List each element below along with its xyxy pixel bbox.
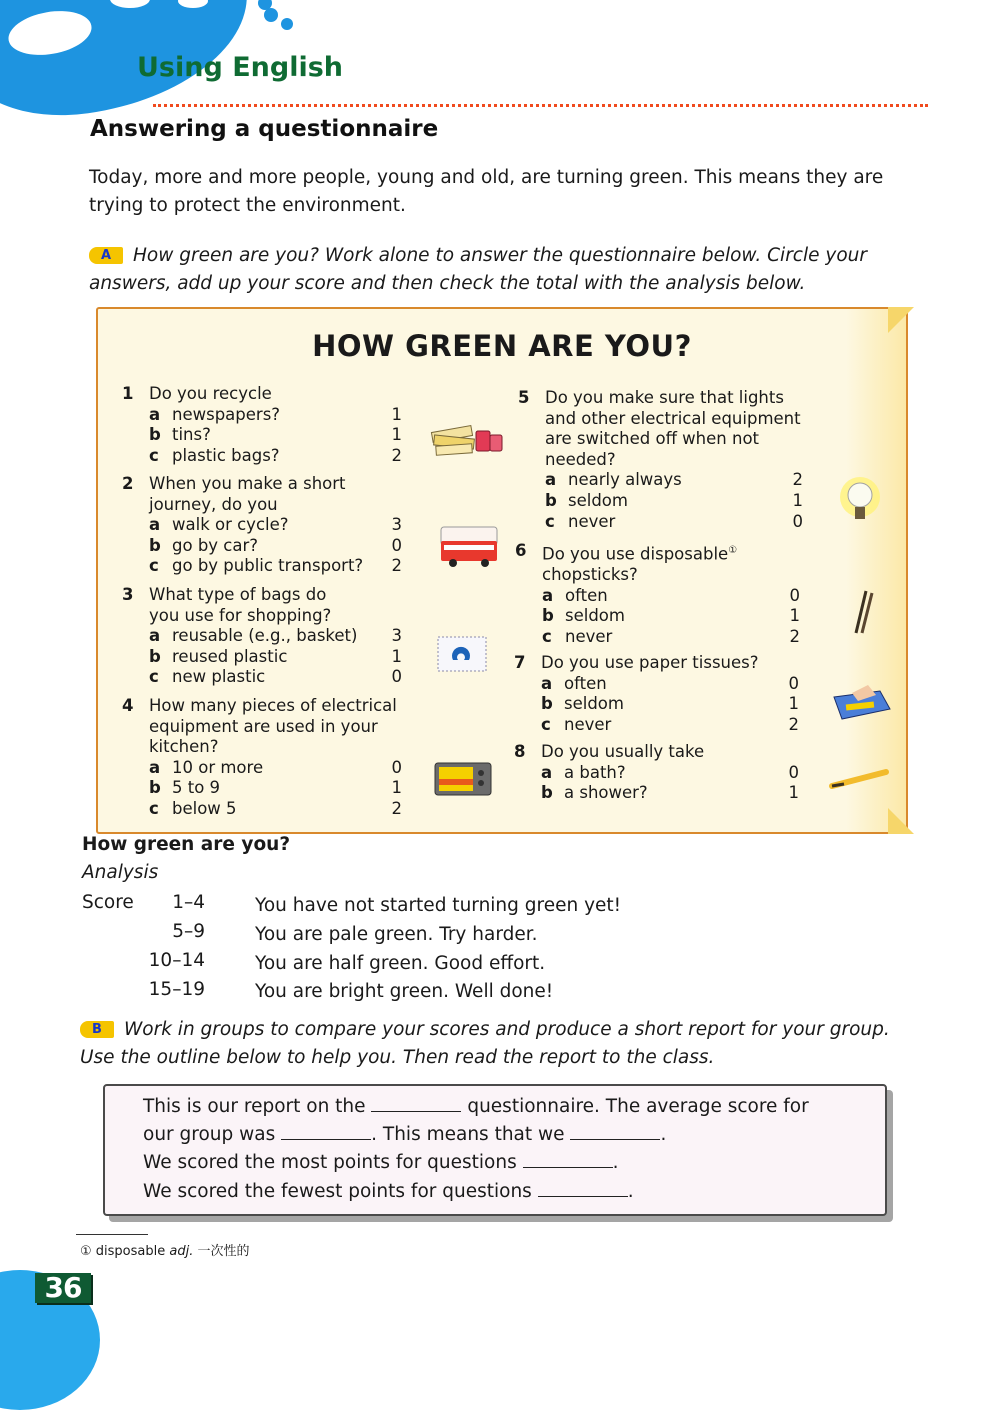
questionnaire-title: HOW GREEN ARE YOU?: [312, 329, 692, 363]
score-verdict: You are bright green. Well done!: [255, 981, 554, 1002]
answer-option[interactable]: b reused plastic 1: [149, 646, 402, 666]
answer-option[interactable]: c plastic bags? 2: [149, 445, 402, 465]
answer-option[interactable]: c never 0: [545, 511, 803, 531]
page-subheading: Answering a questionnaire: [90, 116, 439, 142]
blank-field[interactable]: [538, 1182, 628, 1197]
blank-field[interactable]: [523, 1153, 613, 1168]
answer-option[interactable]: b seldom 1: [542, 606, 800, 626]
report-outline-box: This is our report on the questionnaire. The average score for our group was . This means that we . We scored the most points for questions . We scored the fewest points for questions .: [103, 1084, 887, 1216]
answer-option[interactable]: a a bath? 0: [541, 762, 799, 782]
score-verdict: You are half green. Good effort.: [255, 953, 546, 974]
analysis-subheading: Analysis: [82, 862, 159, 883]
question-4: 4 How many pieces of electrical equipment are used in your kitchen? a 10 or more 0 b 5 to 9 1 c below 5 2: [122, 696, 422, 820]
answer-option[interactable]: c below 5 2: [149, 798, 402, 818]
recycling-newspapers-icon: [428, 415, 508, 465]
score-range: 10–14: [148, 950, 205, 971]
blank-field[interactable]: [281, 1125, 371, 1140]
answer-option[interactable]: b tins? 1: [149, 425, 402, 445]
bus-icon: [438, 523, 502, 571]
question-7: 7 Do you use paper tissues? a often 0 b seldom 1 c never 2: [514, 653, 814, 735]
blank-field[interactable]: [371, 1097, 461, 1112]
question-1: 1 Do you recycle a newspapers? 1 b tins? 1 c plastic bags? 2: [122, 384, 422, 466]
score-range: 15–19: [148, 979, 205, 1000]
task-b-tag: B: [80, 1021, 114, 1038]
chopsticks-icon: [848, 587, 878, 637]
answer-option[interactable]: c never 2: [542, 626, 800, 646]
task-b-text: Work in groups to compare your scores and produce a short report for your group. Use the outline below to help you. Then read the report to the class.: [80, 1019, 890, 1068]
task-b-instructions: [80, 1016, 910, 1072]
task-a-instructions: [89, 242, 919, 298]
score-range: 1–4: [172, 892, 205, 913]
answer-option[interactable]: a often 0: [542, 585, 800, 605]
score-verdict: You have not started turning green yet!: [255, 895, 622, 916]
footnote-marker: ①: [728, 545, 738, 556]
tissue-box-icon: [828, 683, 894, 725]
answer-option[interactable]: b a shower? 1: [541, 783, 799, 803]
footnote-divider: [76, 1234, 148, 1235]
question-6: 6 Do you use disposable① chopsticks? a often 0 b seldom 1 c never 2: [515, 541, 815, 647]
curled-corner: [888, 808, 914, 834]
answer-option[interactable]: a often 0: [541, 673, 799, 693]
analysis-heading: How green are you?: [82, 834, 291, 855]
question-8: 8 Do you usually take a a bath? 0 b a shower? 1: [514, 742, 814, 804]
question-2: 2 When you make a short journey, do you a walk or cycle? 3 b go by car? 0 c go by public transport? 2: [122, 474, 422, 577]
light-bulb-icon: [838, 475, 882, 529]
blank-field[interactable]: [570, 1125, 660, 1140]
score-verdict: You are pale green. Try harder.: [255, 924, 538, 945]
answer-option[interactable]: c go by public transport? 2: [149, 556, 402, 576]
shopping-bag-icon: [435, 634, 491, 674]
answer-option[interactable]: c never 2: [541, 714, 799, 734]
answer-option[interactable]: a walk or cycle? 3: [149, 515, 402, 535]
question-3: 3 What type of bags do you use for shopping? a reusable (e.g., basket) 3 b reused plastic 1 c new plastic 0: [122, 585, 422, 688]
question-5: 5 Do you make sure that lights and other electrical equipment are switched off when not needed? a nearly always 2 b seldom 1 c never 0: [518, 388, 818, 532]
task-a-tag: A: [89, 247, 123, 264]
answer-option[interactable]: b go by car? 0: [149, 535, 402, 555]
toothbrush-icon: [828, 764, 896, 794]
answer-option[interactable]: a reusable (e.g., basket) 3: [149, 626, 402, 646]
task-a-text: How green are you? Work alone to answer the questionnaire below. Circle your answers, add up your score and then check the total with the analysis below.: [89, 245, 867, 294]
answer-option[interactable]: a 10 or more 0: [149, 757, 402, 777]
section-title: Using English: [137, 52, 343, 83]
footnote: ① disposable adj. 一次性的: [80, 1244, 250, 1259]
microwave-icon: [433, 759, 495, 799]
intro-paragraph: Today, more and more people, young and old, are turning green. This means they are trying to protect the environment.: [89, 167, 884, 216]
answer-option[interactable]: a newspapers? 1: [149, 404, 402, 424]
score-range: 5–9: [172, 921, 205, 942]
dotted-divider: [153, 104, 928, 107]
answer-option[interactable]: a nearly always 2: [545, 470, 803, 490]
answer-option[interactable]: b 5 to 9 1: [149, 778, 402, 798]
page-number: 36: [35, 1273, 91, 1303]
answer-option[interactable]: c new plastic 0: [149, 667, 402, 687]
answer-option[interactable]: b seldom 1: [545, 490, 803, 510]
answer-option[interactable]: b seldom 1: [541, 694, 799, 714]
score-label: Score: [82, 892, 134, 913]
questionnaire-panel: [96, 307, 908, 834]
